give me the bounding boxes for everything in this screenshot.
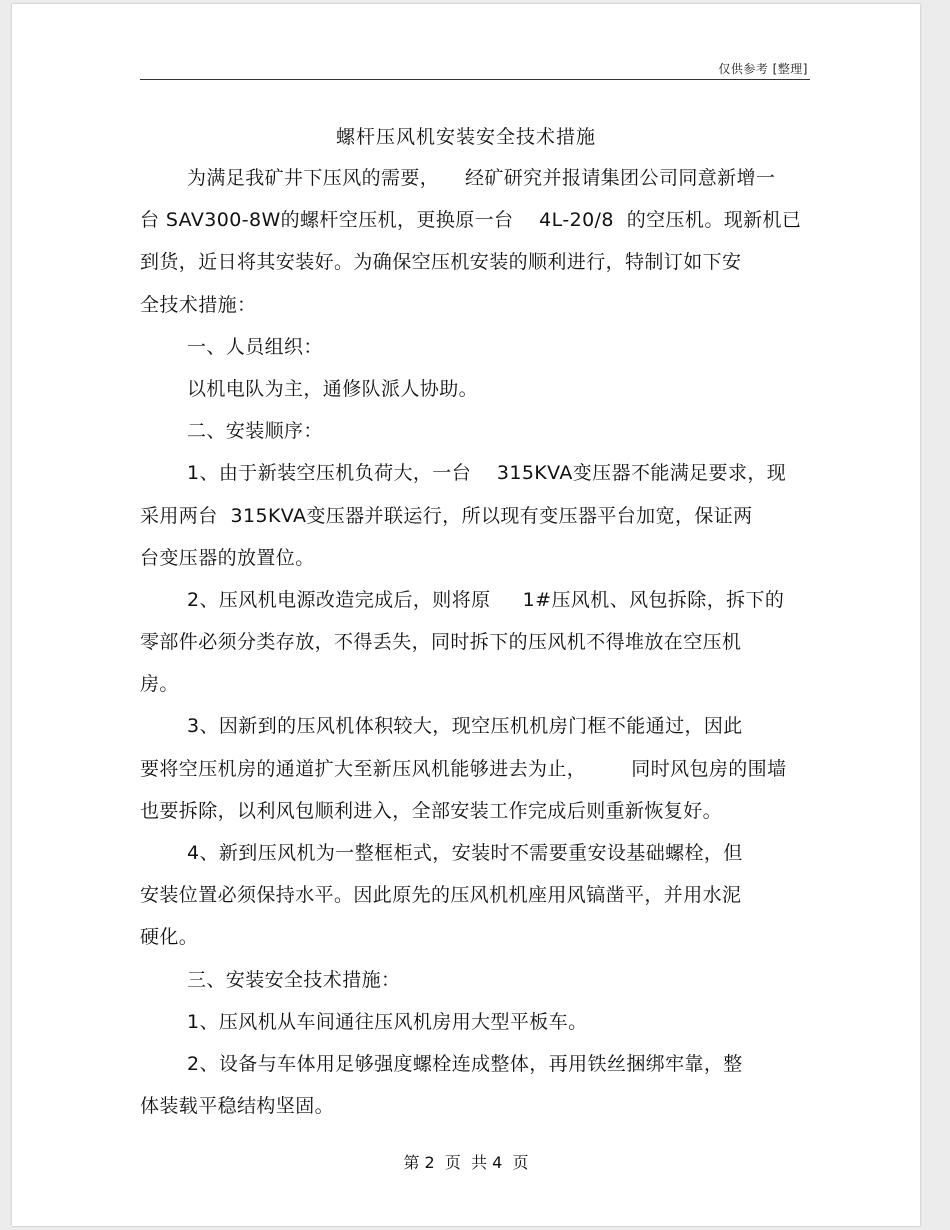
paragraph-line: 安装位置必须保持水平。因此原先的压风机机座用风镐凿平，并用水泥	[140, 884, 742, 907]
paragraph-line: 4、新到压风机为一整框柜式，安装时不需要重安设基础螺栓，但	[187, 842, 743, 864]
document-page	[12, 4, 920, 1226]
paragraph-line: 台变压器的放置位。	[140, 546, 315, 569]
section-heading: 一、人员组织：	[187, 335, 323, 358]
document-title: 螺杆压风机安装安全技术措施	[335, 126, 596, 148]
paragraph-line: 房。	[140, 673, 179, 696]
paragraph-line: 零部件必须分类存放，不得丢失，同时拆下的压风机不得堆放在空压机	[140, 631, 742, 654]
paragraph-line: 1、压风机从车间通往压风机房用大型平板车。	[187, 1010, 588, 1033]
paragraph-line: 2、设备与车体用足够强度螺栓连成整体，再用铁丝捆绑牢靠，整	[187, 1052, 743, 1075]
section-heading: 三、安装安全技术措施：	[187, 968, 401, 991]
paragraph-line: 采用两台 315KVA变压器并联运行，所以现有变压器平台加宽，保证两	[140, 504, 753, 527]
document-body	[140, 162, 812, 1132]
paragraph-line: 为满足我矿井下压风的需要， 经矿研究并报请集团公司同意新增一	[187, 167, 776, 189]
paragraph-line: 以机电队为主，通修队派人协助。	[187, 377, 479, 400]
paragraph-line: 1、由于新装空压机负荷大，一台 315KVA变压器不能满足要求，现	[187, 462, 787, 485]
header-note: 仅供参考 [整理]	[718, 62, 808, 76]
paragraph-line: 要将空压机房的通道扩大至新压风机能够进去为止， 同时风包房的围墙	[140, 757, 787, 780]
page-number-footer: 第 2 页 共 4 页	[403, 1153, 529, 1172]
paragraph-line: 硬化。	[140, 926, 199, 949]
paragraph-line: 也要拆除，以利风包顺利进入，全部安装工作完成后则重新恢复好。	[140, 799, 723, 822]
paragraph-line: 台 SAV300-8W的螺杆空压机，更换原一台 4L-20/8 的空压机。现新机已	[140, 209, 802, 232]
paragraph-line: 3、因新到的压风机体积较大，现空压机机房门框不能通过，因此	[187, 715, 743, 738]
paragraph-line: 2、压风机电源改造完成后，则将原 1#压风机、风包拆除，拆下的	[187, 588, 785, 611]
paragraph-line: 全技术措施：	[140, 293, 257, 316]
paragraph-line: 到货，近日将其安装好。为确保空压机安装的顺利进行，特制订如下安	[140, 251, 742, 274]
section-heading: 二、安装顺序：	[187, 420, 323, 443]
paragraph-line: 体装载平稳结构坚固。	[140, 1095, 335, 1118]
header-divider	[140, 79, 810, 80]
